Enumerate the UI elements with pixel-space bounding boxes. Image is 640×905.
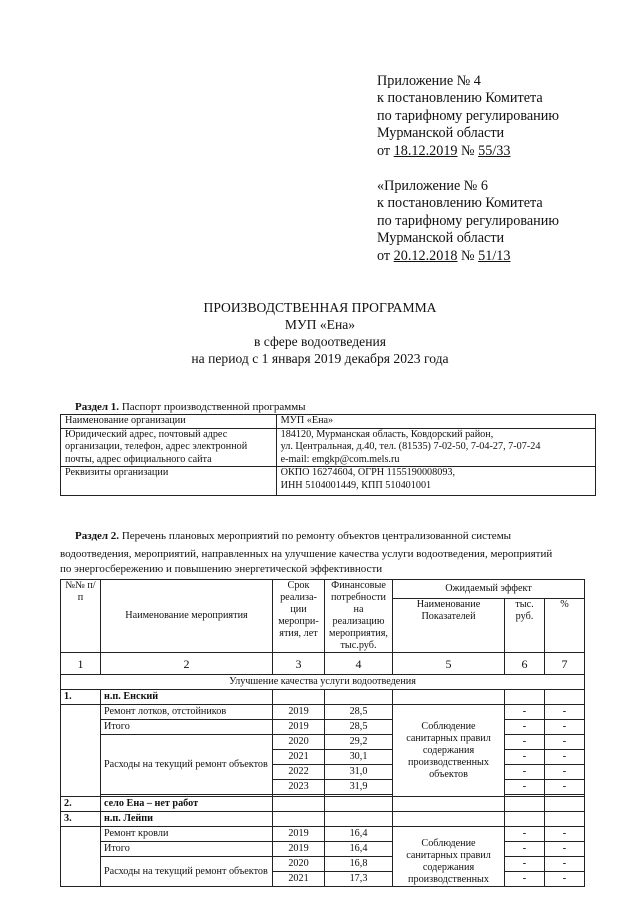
email-line: e-mail: emgkp@com.mels.ru [280,453,400,465]
section1-caption-text: Паспорт производственной программы [121,401,306,413]
measure-year: 2020 [273,735,325,750]
section2-label: Раздел 2. [75,530,120,542]
dash-cell: - [545,842,585,857]
empty-cell [505,690,545,705]
section1-label: Раздел 1. [75,401,120,413]
appendix-4-line1: Приложение № 4 [377,73,481,89]
address-line: ул. Центральная, д.40, тел. (81535) 7-02-50, 7-04-27, 7-07-24 [280,441,541,453]
table-row [61,580,585,599]
dash-cell: - [505,750,545,765]
settlement-name: село Ена – нет работ [101,797,273,812]
empty-cell [61,827,101,887]
measure-year: 2023 [273,780,325,795]
header-num: №№ п/п [61,580,101,653]
appendix-6-line1: «Приложение № 6 [377,178,488,194]
appendix-6-date: 20.12.2018 [393,247,458,264]
table-row [61,690,585,705]
appendix-4-line4: Мурманской области [377,125,505,142]
dash-cell: - [545,750,585,765]
measure-year: 2019 [273,720,325,735]
requisites-line: ИНН 5104001449, КПП 510401001 [280,479,432,491]
measure-year: 2019 [273,842,325,857]
dash-cell: - [505,705,545,720]
section-title-row: Улучшение качества услуги водоотведения [61,675,585,690]
address-line: 184120, Мурманская область, Ковдорский район, [280,428,494,440]
appendix-6-line3: по тарифному регулированию [377,212,559,229]
measure-name: Итого [101,720,273,735]
measure-sum: 16,8 [325,857,393,872]
measure-name: Ремонт лотков, отстойников [101,705,273,720]
appendix-4-number: 55/33 [478,142,511,159]
table-row [61,827,585,842]
table-row [61,428,596,467]
empty-cell [545,812,585,827]
measure-sum: 16,4 [325,827,393,842]
section2-line1 [75,527,595,545]
empty-cell [61,705,101,797]
empty-cell [505,797,545,812]
measure-year: 2021 [273,872,325,887]
empty-cell [393,797,505,812]
measure-name: Ремонт кровли [101,827,273,842]
appendix-4-date-line [377,143,559,160]
dash-cell: - [545,780,585,795]
appendix-6-number: 51/13 [478,247,511,264]
title-line4: на период с 1 января 2019 декабря 2023 года [191,351,449,366]
col-number: 7 [545,653,585,675]
appendix-6-date-prefix: от [377,247,391,264]
header-indicator: Наименование Показателей [393,598,505,652]
appendix-6-date-line [377,248,559,265]
section2-line3: по энергосбережению и повышению энергетической эффективности [60,563,383,575]
dash-cell: - [505,842,545,857]
table-row [61,720,585,735]
passport-table [60,414,596,496]
table-row [61,653,585,675]
header-effect: Ожидаемый эффект [393,580,585,599]
table-row [61,467,596,496]
measure-year: 2022 [273,765,325,780]
table-row [61,675,585,690]
title-line3: в сфере водоотведения [253,334,387,349]
appendix-4-date: 18.12.2019 [393,142,458,159]
measure-sum: 31,9 [325,780,393,795]
measure-sum: 31,0 [325,765,393,780]
dash-cell: - [545,720,585,735]
measure-year: 2021 [273,750,325,765]
empty-cell [545,797,585,812]
col-number: 6 [505,653,545,675]
appendix-6-block [377,178,559,265]
header-name: Наименование мероприятия [101,580,273,653]
measure-sum: 16,4 [325,842,393,857]
header-term: Срок реализа-ции меропри-ятия, лет [273,580,325,653]
col-number: 1 [61,653,101,675]
appendix-4-line3: по тарифному регулированию [377,107,559,124]
empty-cell [393,812,505,827]
appendix-6-line2: к постановлению Комитета [377,195,543,212]
settlement-name: н.п. Енский [101,690,273,705]
table-row [61,705,585,720]
dash-cell: - [545,765,585,780]
section2-line2: водоотведения, мероприятий, направленных на улучшение качества услуги водоотведения, мероприятий [60,548,553,560]
table-row [61,842,585,857]
dash-cell: - [505,857,545,872]
measure-sum: 17,3 [325,872,393,887]
passport-value-cell: МУП «Ена» [276,415,595,429]
appendix-4-line2: к постановлению Комитета [377,90,543,107]
table-row [61,857,585,872]
empty-cell [325,812,393,827]
dash-cell: - [545,705,585,720]
requisites-line: ОКПО 16274604, ОГРН 1155190008093, [280,467,456,479]
dash-cell: - [505,780,545,795]
appendix-4-block [377,73,559,160]
passport-value-cell [276,467,595,496]
table-row [61,797,585,812]
effect-indicator: Соблюдение санитарных правил содержания производственных объектов [393,705,505,797]
program-title [0,299,640,367]
dash-cell: - [545,857,585,872]
header-thousand: тыс. руб. [505,598,545,652]
measure-sum: 29,2 [325,735,393,750]
measure-year: 2019 [273,705,325,720]
passport-name-cell: Юридический адрес, почтовый адрес организации, телефон, адрес электронной почты, адрес официального сайта [61,428,277,467]
header-percent: % [545,598,585,652]
section1-caption [75,401,306,413]
settlement-num: 3. [61,812,101,827]
section2-text1: Перечень плановых мероприятий по ремонту объектов централизованной системы [121,530,512,542]
empty-cell [325,690,393,705]
appendix-4-num-sign: № [461,142,475,159]
dash-cell: - [505,765,545,780]
settlement-num: 1. [61,690,101,705]
col-number: 2 [101,653,273,675]
current-repair-label: Расходы на текущий ремонт объектов [101,735,273,795]
passport-name-cell: Наименование организации [61,415,277,429]
settlement-name: н.п. Лейпи [101,812,273,827]
empty-cell [325,797,393,812]
appendix-6-num-sign: № [461,247,475,264]
title-line2: МУП «Ена» [284,317,356,332]
measure-year: 2019 [273,827,325,842]
empty-cell [545,690,585,705]
dash-cell: - [505,735,545,750]
col-number: 4 [325,653,393,675]
dash-cell: - [545,827,585,842]
measures-table [60,579,585,887]
measure-sum: 28,5 [325,705,393,720]
settlement-num: 2. [61,797,101,812]
passport-name-cell: Реквизиты организации [61,467,277,496]
measure-sum: 30,1 [325,750,393,765]
dash-cell: - [505,827,545,842]
effect-indicator: Соблюдение санитарных правил содержания производственных [393,827,505,887]
empty-cell [393,690,505,705]
col-number: 3 [273,653,325,675]
col-number: 5 [393,653,505,675]
empty-cell [505,812,545,827]
table-row [61,735,585,750]
current-repair-label: Расходы на текущий ремонт объектов [101,857,273,887]
empty-cell [273,797,325,812]
empty-cell [273,812,325,827]
header-finance: Финансовые потребности на реализацию мероприятия, тыс.руб. [325,580,393,653]
dash-cell: - [545,735,585,750]
appendix-4-date-prefix: от [377,142,391,159]
dash-cell: - [505,720,545,735]
empty-cell [273,690,325,705]
dash-cell: - [505,872,545,887]
dash-cell: - [545,872,585,887]
measure-name: Итого [101,842,273,857]
passport-value-cell [276,428,595,467]
table-row [61,812,585,827]
measure-sum: 28,5 [325,720,393,735]
title-line1: ПРОИЗВОДСТВЕННАЯ ПРОГРАММА [203,300,437,315]
measure-year: 2020 [273,857,325,872]
appendix-6-line4: Мурманской области [377,230,505,247]
table-row [61,415,596,429]
